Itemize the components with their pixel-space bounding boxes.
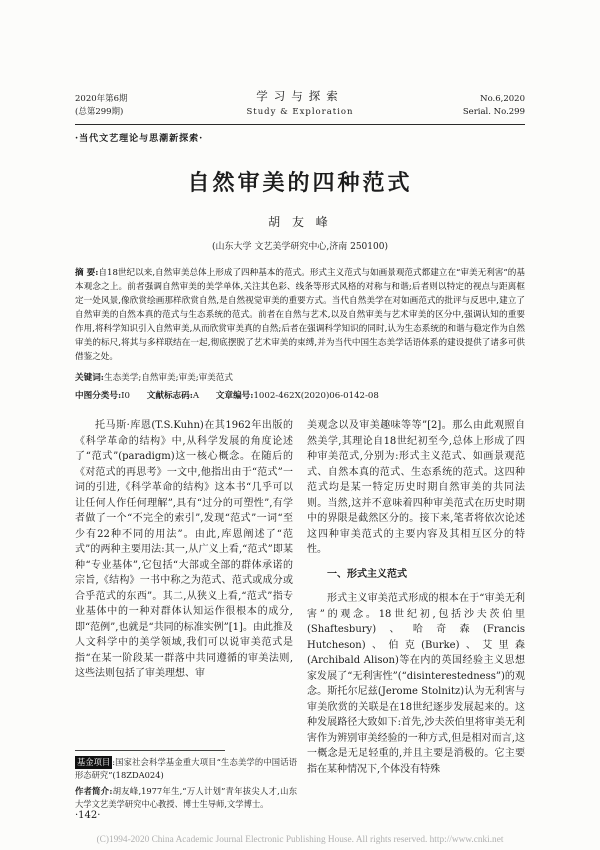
doc-code-segment: [147, 391, 199, 401]
bio-label: 作者简介:: [75, 785, 113, 796]
section-heading-1: 一、形式主义范式: [327, 568, 407, 580]
article-title: 自然审美的四种范式: [187, 169, 413, 196]
article-id-segment: [216, 391, 379, 401]
fund-note: [75, 756, 297, 782]
abstract-text: 自18世纪以来,自然审美总体上形成了四种基本的范式。形式主义范式与如画景观范式都建立在“审美无利害”的基本观念之上。前者强调自然审美的美学单体,关注其色彩、线条等形式风格的对称与和谐;后者则以特定的视点与距离框定一处风景,像欣赏绘画那样欣赏自然,是自然视觉审美的重要方式。当代自然美学在对如画范式的批评与反思中,建立了自然审美的自然本真的范式与生态系统的范式。前者在自然与艺术,以及自然审美与艺术审美的区分中,强调认知的重要作用,将科学知识引入自然审美,从而欣赏审美真的自然;后者在强调科学知识的同时,认为生态系统的和谐与稳定作为自然审美的标尺,将其与多样联结在一起,彻底摆脱了艺术审美的束缚,并为当代中国生态美学话语体系的建设提供了诸多可供借鉴之处。: [75, 267, 525, 362]
body-paragraph: 形式主义审美范式形成的根本在于“审美无利害”的观念。18世纪初,包括沙夫茨伯里(Shaftesbury)、哈奇森(Francis Hutcheson)、伯克(Burke)、艾里森(Archibald Alison)等在内的英国经验主义思想家发展了“无利害性”(“disinterestedness”)的观念。斯托尔尼兹(Jerome Stolnitz)认为无利害与审美欣赏的关联是在18世纪逐步发展起来的。这种发展路径大致如下:首先,沙夫茨伯里将审美无利害作为辨别审美经验的一种方式,但是相对而言,这一概念是无足轻重的,并且主要是消极的。它主要指在某种情况下,个体没有特殊: [307, 593, 525, 775]
keywords-line: [75, 371, 525, 383]
issue-info: [75, 93, 175, 119]
cnki-copyright-line: (C)1994-2020 China Academic Journal Electronic Publishing House. All rights reserved. http://www.cnki.net: [96, 835, 504, 845]
article-id-value: 1002-462X(2020)06-0142-08: [253, 391, 379, 402]
abstract-paragraph: [75, 267, 525, 364]
journal-name-en: Study & Exploration: [246, 106, 354, 117]
body-columns: [75, 418, 525, 777]
issue-line2: (总第299期): [75, 106, 124, 117]
journal-name: [175, 88, 425, 119]
footnote-block: [75, 750, 297, 810]
journal-header: [75, 88, 525, 119]
journal-name-cn: 学习与探索: [256, 89, 344, 103]
keywords-label: 关键词:: [75, 373, 104, 384]
author-name: 胡 友 峰: [268, 214, 332, 229]
fund-text: :国家社会科学基金重大项目“生态美学的中国话语形态研究”(18ZDA024): [75, 757, 297, 780]
author-affiliation: (山东大学 文艺美学研究中心,济南 250100): [212, 241, 388, 252]
header-divider: [75, 124, 525, 125]
serial-line2: Serial. No.299: [462, 106, 525, 117]
keywords-text: 生态美学;自然审美;审美;审美范式: [103, 373, 233, 384]
abstract-label: 摘 要:: [75, 267, 99, 278]
serial-info: [425, 93, 525, 119]
article-id-label: 文章编号:: [215, 391, 254, 402]
clc-label: 中图分类号:: [75, 391, 122, 402]
body-paragraph-continued: 美观念以及审美趣味等等”[2]。那么由此观照自然美学,其理论自18世纪初至今,总体上形成了四种审美范式,分别为:形式主义范式、如画景观范式、自然本真的范式、生态系统的范式。这四种范式均是某一特定历史时期自然审美的共同法则。当然,这并不意味着四种审美范式在历史时期中的界限是截然区分的。接下来,笔者将依次论述这四种审美范式的主要内容及其相互区分的特性。: [307, 420, 525, 556]
doc-code-value: A: [192, 391, 200, 402]
body-paragraph: 托马斯·库恩(T.S.Kuhn)在其1962年出版的《科学革命的结构》中,从科学发展的角度论述了“范式”(paradigm)这一核心概念。在随后的《对范式的再思考》一文中,他指出由于“范式”一词的引进,《科学革命的结构》这本书“几乎可以让任何人作任何理解”,具有“过分的可塑性”,有学者做了一个“不完全的索引”,发现“范式”一词“至少有22种不同的用法”。由此,库恩阐述了“范式”的两种主要用法:其一,从广义上看,“范式”即某种“专业基体”,它包括“大部或全部的群体承诺的宗旨,《结构》一书中称之为范式、范式或成分或合乎范式的东西”。其二,从狭义上看,“范式”指专业基体中的一种对群体认知运作很根本的成分,即“范例”,也就是“共同的标准实例”[1]。由此推及人文科学中的美学领域,我们可以说审美范式是指“在某一阶段某一群落中共同遵循的审美法则,这些法则包括了审美理想、审: [75, 420, 293, 680]
left-column: [75, 418, 293, 777]
bio-text: 胡友峰,1977年生,“万人计划”青年拔尖人才,山东大学文艺美学研究中心教授、博士生导师,文学博士。: [75, 785, 297, 809]
right-column: [307, 418, 525, 777]
doc-code-label: 文献标志码:: [146, 391, 193, 402]
issue-line1: 2020年第6期: [75, 93, 128, 104]
clc-value: I0: [121, 391, 131, 402]
clc-segment: [75, 391, 130, 401]
section-column-label: ·当代文艺理论与思潮新探索·: [75, 133, 204, 144]
fund-label-badge: 基金项目: [77, 757, 111, 767]
footnote-divider: [75, 750, 225, 751]
serial-line1: No.6,2020: [480, 93, 525, 104]
author-bio-note: [75, 785, 297, 811]
page-number: ·142·: [75, 810, 101, 821]
classification-line: [75, 389, 525, 401]
